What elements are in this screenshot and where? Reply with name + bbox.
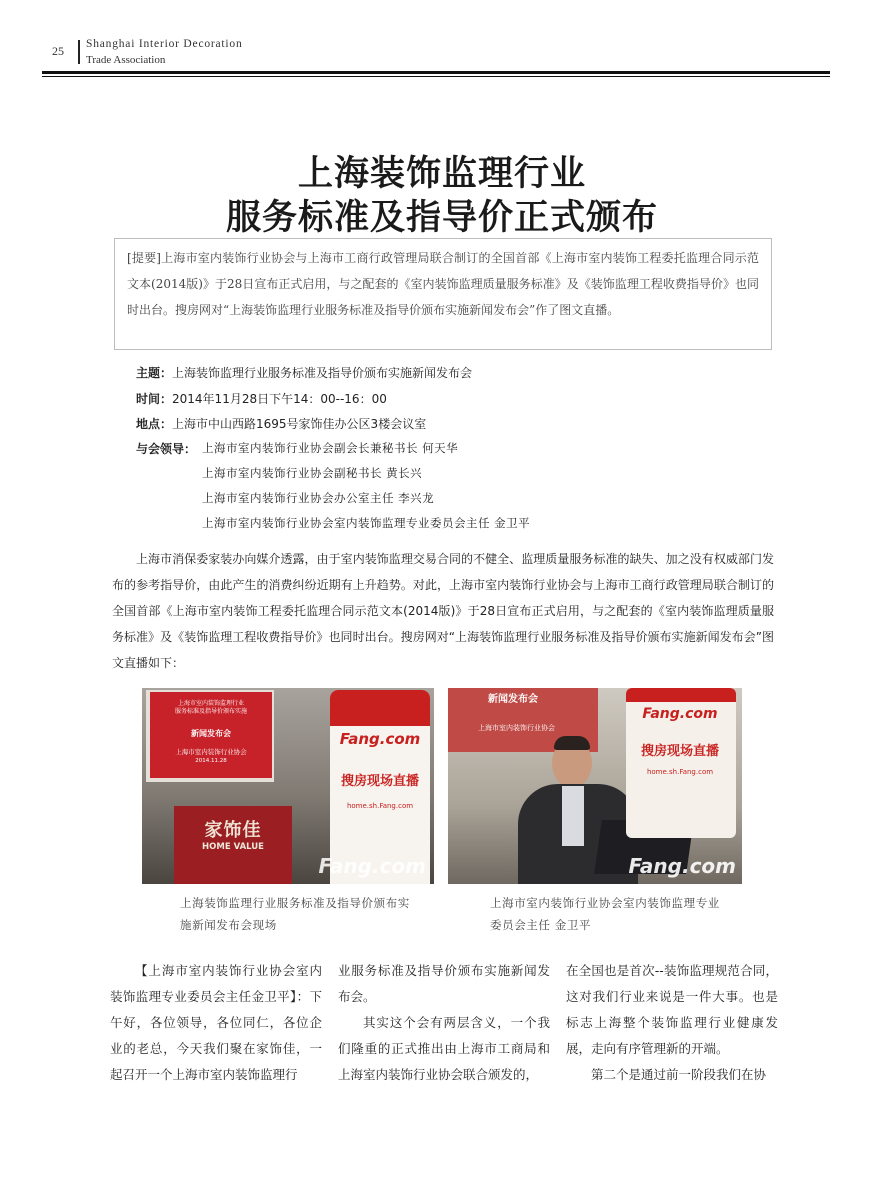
meta-place-value: 上海市中山西路1695号家饰佳办公区3楼会议室 [172,417,427,431]
leader-2: 上海市室内装饰行业协会副秘书长 黄长兴 [202,466,423,480]
projection-screen: 上海市室内装饰监理行业 服务标准及指导价颁布实施 新闻发布会 上海市室内装饰行业协会 2014.11.28 [150,692,272,778]
article-title-line2: 服务标准及指导价正式颁布 [225,198,658,238]
leader-1: 上海市室内装饰行业协会副会长兼秘书长 何天华 [202,441,459,455]
meta-theme-label: 主题： [136,366,173,380]
photo-watermark: Fang.com [628,854,736,878]
publication-subname: Trade Association [86,54,166,66]
header-rule-thick [42,71,830,74]
fang-logo: Fang.com [339,730,421,748]
photo-speaker [448,688,742,884]
intro-paragraph: 上海市消保委家装办向媒介透露，由于室内装饰监理交易合同的不健全、监理质量服务标准的缺失、加之没有权威部门发布的参考指导价，由此产生的消费纠纷近期有上升趋势。对此，上海市室内装饰行业协会与上海市工商行政管理局联合制订的全国首部《上海市室内装饰工程委托监理合同示范文本(2014版)》于28日宣布正式启用，与之配套的《室内装饰监理质量服务标准》及《装饰监理工程收费指导价》也同时出台。搜房网对“上海装饰监理行业服务标准及指导价颁布实施新闻发布会”图文直播如下： [112,552,774,670]
fang-banner [626,688,736,838]
banner-url: home.sh.Fang.com [646,768,714,776]
abstract-box: [提要]上海市室内装饰行业协会与上海市工商行政管理局联合制订的全国首部《上海市室内装饰工程委托监理合同示范文本(2014版)》于28日宣布正式启用，与之配套的《室内装饰监理质量服务标准》及《装饰监理工程收费指导价》也同时出台。搜房网对“上海装饰监理行业服务标准及指导价颁布实施新闻发布会”作了图文直播。 [114,238,772,350]
meta-theme [136,364,472,381]
photo-caption-1: 上海装饰监理行业服务标准及指导价颁布实施新闻发布会现场 [180,896,410,932]
fang-logo: Fang.com [642,706,718,722]
banner-live-title: 搜房现场直播 [640,744,719,759]
leader-3: 上海市室内装饰行业协会办公室主任 李兴龙 [202,491,435,505]
photo-caption-2: 上海市室内装饰行业协会室内装饰监理专业委员会主任 金卫平 [490,896,720,932]
column-2 [338,958,550,1088]
column-3-text-b: 第二个是通过前一阶段我们在协 [591,1067,767,1082]
column-3 [566,958,778,1088]
photo-watermark: Fang.com [318,854,426,878]
publication-name: Shanghai Interior Decoration [86,38,243,50]
meta-time [136,390,387,407]
banner-live-title: 搜房现场直播 [340,774,419,789]
column-2-text-b: 其实这个会有两层含义，一个我们隆重的正式推出由上海市工商局和上海室内装饰行业协会联合颁发的， [338,1015,550,1082]
meta-time-value: 2014年11月28日下午14：00--16：00 [172,392,387,406]
meta-leaders-label: 与会领导： [136,442,197,456]
meta-theme-value: 上海装饰监理行业服务标准及指导价颁布实施新闻发布会 [172,366,473,380]
podium: 家饰佳 HOME VALUE [174,806,292,884]
banner-url: home.sh.Fang.com [346,802,414,810]
projection-screen: 新闻发布会 上海市室内装饰行业协会 [448,688,598,752]
column-1: 【上海市室内装饰行业协会室内装饰监理专业委员会主任金卫平】：下午好，各位领导，各位同仁，各位企业的老总，今天我们聚在家饰佳，一起召开一个上海市室内装饰监理行 [110,963,322,1082]
article-title-line1: 上海装饰监理行业 [297,154,586,194]
leader-4: 上海市室内装饰行业协会室内装饰监理专业委员会主任 金卫平 [202,516,531,530]
meta-place-label: 地点： [136,417,173,431]
page-number: 25 [52,44,64,58]
column-2-text-a: 业服务标准及指导价颁布实施新闻发布会。 [338,963,550,1004]
meta-time-label: 时间： [136,392,173,406]
meta-place [136,415,426,432]
column-3-text-a: 在全国也是首次--装饰监理规范合同，这对我们行业来说是一件大事。也是标志上海整个装饰监理行业健康发展，走向有序管理新的开端。 [566,963,778,1056]
header-rule-thin [42,76,830,77]
header-separator [78,40,80,64]
photo-press-conference-venue [142,688,434,884]
